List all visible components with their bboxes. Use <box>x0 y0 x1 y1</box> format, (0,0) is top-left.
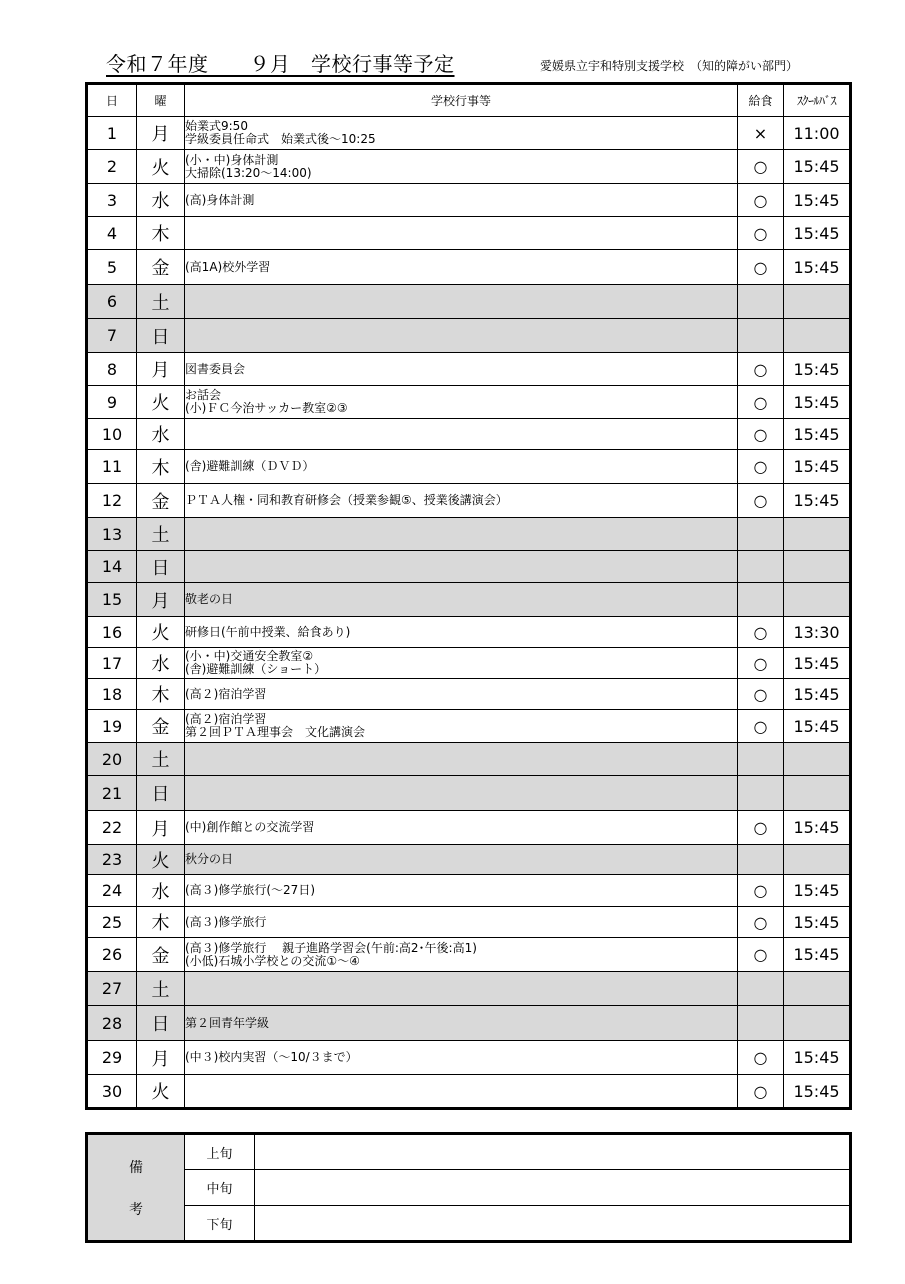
event-cell <box>185 1006 738 1041</box>
lunch-mark: ○ <box>738 875 784 907</box>
lunch-mark: ○ <box>738 150 784 184</box>
bus-time <box>784 776 851 811</box>
bus-time <box>784 319 851 353</box>
weekday: 土 <box>137 518 185 551</box>
lunch-mark: ○ <box>738 353 784 386</box>
lunch-mark <box>738 583 784 617</box>
bus-time: 15:45 <box>784 250 851 285</box>
bus-time: 11:00 <box>784 117 851 150</box>
lunch-mark <box>738 1006 784 1041</box>
day-number: 3 <box>87 184 137 217</box>
col-lunch-header: 給食 <box>738 84 784 117</box>
bus-time <box>784 285 851 319</box>
event-cell <box>185 648 738 679</box>
schedule-row <box>87 1075 851 1109</box>
day-number: 23 <box>87 845 137 875</box>
weekday: 月 <box>137 117 185 150</box>
schedule-row <box>87 743 851 776</box>
schedule-row <box>87 648 851 679</box>
weekday: 土 <box>137 285 185 319</box>
bus-time: 15:45 <box>784 648 851 679</box>
bus-time <box>784 845 851 875</box>
page-title: 令和７年度 ９月 学校行事等予定 <box>106 52 455 76</box>
day-number: 13 <box>87 518 137 551</box>
notes-label <box>87 1134 185 1242</box>
bus-time: 15:45 <box>784 907 851 938</box>
day-number: 18 <box>87 679 137 710</box>
col-events-header: 学校行事等 <box>185 84 738 117</box>
event-cell <box>185 419 738 450</box>
schedule-row <box>87 776 851 811</box>
event-line: 第２回青年学級 <box>185 1015 270 1030</box>
lunch-mark: ○ <box>738 1041 784 1075</box>
event-line: (高３)修学旅行 <box>185 914 267 929</box>
day-number: 7 <box>87 319 137 353</box>
event-line: (高３)修学旅行(～27日) <box>185 883 315 897</box>
schedule-row <box>87 184 851 217</box>
event-cell <box>185 1041 738 1075</box>
lunch-mark: ○ <box>738 1075 784 1109</box>
event-cell <box>185 617 738 648</box>
day-number: 14 <box>87 551 137 583</box>
event-cell <box>185 353 738 386</box>
event-cell <box>185 710 738 743</box>
event-line: (高)身体計測 <box>185 192 255 207</box>
weekday: 金 <box>137 938 185 972</box>
lunch-mark <box>738 319 784 353</box>
event-cell <box>185 875 738 907</box>
event-line: (小・中)交通安全教室② <box>185 649 314 663</box>
schedule-row <box>87 353 851 386</box>
event-line: (小低)石城小学校との交流①～④ <box>185 953 360 968</box>
day-number: 5 <box>87 250 137 285</box>
notes-row-mid <box>87 1170 851 1206</box>
event-cell <box>185 1075 738 1109</box>
day-number: 11 <box>87 450 137 484</box>
schedule-row <box>87 484 851 518</box>
bus-time <box>784 518 851 551</box>
weekday: 火 <box>137 845 185 875</box>
schedule-row <box>87 518 851 551</box>
weekday: 火 <box>137 150 185 184</box>
event-cell <box>185 907 738 938</box>
weekday: 金 <box>137 250 185 285</box>
bus-time: 15:45 <box>784 938 851 972</box>
schedule-row <box>87 679 851 710</box>
col-bus-header: ｽｸｰﾙﾊﾞｽ <box>784 84 851 117</box>
lunch-mark: ○ <box>738 811 784 845</box>
event-cell <box>185 518 738 551</box>
weekday: 日 <box>137 551 185 583</box>
day-number: 1 <box>87 117 137 150</box>
lunch-mark <box>738 972 784 1006</box>
period-late: 下旬 <box>185 1206 255 1242</box>
event-cell <box>185 117 738 150</box>
event-line: (中)創作館との交流学習 <box>185 820 315 834</box>
school-name: 愛媛県立宇和特別支援学校 （知的障がい部門） <box>540 59 799 73</box>
event-line: (高２)宿泊学習 <box>185 686 267 701</box>
weekday: 木 <box>137 907 185 938</box>
bus-time: 15:45 <box>784 1041 851 1075</box>
lunch-mark <box>738 518 784 551</box>
schedule-row <box>87 972 851 1006</box>
weekday: 木 <box>137 679 185 710</box>
lunch-mark: ○ <box>738 217 784 250</box>
lunch-mark: ○ <box>738 419 784 450</box>
day-number: 9 <box>87 386 137 419</box>
period-early: 上旬 <box>185 1134 255 1170</box>
bus-time: 15:45 <box>784 811 851 845</box>
col-weekday-header: 曜 <box>137 84 185 117</box>
event-line: ＰＴＡ人権・同和教育研修会（授業参観⑤、授業後講演会） <box>185 493 508 507</box>
day-number: 20 <box>87 743 137 776</box>
event-cell <box>185 285 738 319</box>
lunch-mark: ○ <box>738 386 784 419</box>
event-cell <box>185 811 738 845</box>
bus-time: 15:45 <box>784 1075 851 1109</box>
schedule-row <box>87 583 851 617</box>
lunch-mark <box>738 845 784 875</box>
lunch-mark <box>738 285 784 319</box>
bus-time <box>784 743 851 776</box>
day-number: 19 <box>87 710 137 743</box>
weekday: 日 <box>137 776 185 811</box>
bus-time <box>784 551 851 583</box>
bus-time: 15:45 <box>784 150 851 184</box>
event-cell <box>185 386 738 419</box>
event-line: (高３)修学旅行 親子進路学習会(午前:高2･午後:高1) <box>185 940 477 955</box>
notes-late-cell <box>255 1206 851 1242</box>
weekday: 金 <box>137 710 185 743</box>
event-line: (舎)避難訓練（ＤＶＤ） <box>185 459 315 473</box>
lunch-mark: ○ <box>738 710 784 743</box>
lunch-mark: × <box>738 117 784 150</box>
weekday: 火 <box>137 386 185 419</box>
event-line: 秋分の日 <box>185 852 234 866</box>
bus-time: 15:45 <box>784 875 851 907</box>
event-cell <box>185 150 738 184</box>
weekday: 土 <box>137 743 185 776</box>
event-cell <box>185 319 738 353</box>
lunch-mark: ○ <box>738 907 784 938</box>
weekday: 金 <box>137 484 185 518</box>
col-day-header: 日 <box>87 84 137 117</box>
notes-mid-cell <box>255 1170 851 1206</box>
day-number: 8 <box>87 353 137 386</box>
schedule-row <box>87 710 851 743</box>
event-cell <box>185 450 738 484</box>
bus-time: 15:45 <box>784 484 851 518</box>
event-line: (高1A)校外学習 <box>185 259 271 274</box>
event-line: (中３)校内実習（～10/３まで） <box>185 1050 358 1064</box>
notes-early-cell <box>255 1134 851 1170</box>
event-line: 図書委員会 <box>185 361 246 376</box>
day-number: 4 <box>87 217 137 250</box>
event-line: 第２回ＰＴＡ理事会 文化講演会 <box>185 725 366 739</box>
lunch-mark: ○ <box>738 648 784 679</box>
event-line: (舎)避難訓練（ショート） <box>185 662 327 676</box>
schedule-row <box>87 875 851 907</box>
schedule-row <box>87 150 851 184</box>
weekday: 火 <box>137 1075 185 1109</box>
bus-time <box>784 1006 851 1041</box>
event-line: 大掃除(13:20～14:00) <box>185 165 312 180</box>
bus-time <box>784 583 851 617</box>
weekday: 月 <box>137 1041 185 1075</box>
event-cell <box>185 743 738 776</box>
notes-row-early <box>87 1134 851 1170</box>
event-cell <box>185 972 738 1006</box>
bus-time: 15:45 <box>784 450 851 484</box>
lunch-mark: ○ <box>738 679 784 710</box>
weekday: 木 <box>137 217 185 250</box>
schedule-row <box>87 419 851 450</box>
schedule-row <box>87 386 851 419</box>
day-number: 2 <box>87 150 137 184</box>
weekday: 水 <box>137 419 185 450</box>
day-number: 24 <box>87 875 137 907</box>
lunch-mark <box>738 743 784 776</box>
notes-label-bottom: 考 <box>129 1201 143 1218</box>
bus-time: 15:45 <box>784 679 851 710</box>
schedule-row <box>87 845 851 875</box>
weekday: 月 <box>137 583 185 617</box>
notes-row-late <box>87 1206 851 1242</box>
event-cell <box>185 776 738 811</box>
period-mid: 中旬 <box>185 1170 255 1206</box>
day-number: 28 <box>87 1006 137 1041</box>
day-number: 25 <box>87 907 137 938</box>
notes-label-top: 備 <box>129 1159 143 1176</box>
header-row <box>87 84 851 117</box>
event-line: (小)ＦＣ今治サッカー教室②③ <box>185 401 348 415</box>
weekday: 日 <box>137 319 185 353</box>
day-number: 30 <box>87 1075 137 1109</box>
schedule-row <box>87 319 851 353</box>
event-cell <box>185 583 738 617</box>
schedule-row <box>87 907 851 938</box>
page-header <box>0 0 905 80</box>
schedule-row <box>87 285 851 319</box>
lunch-mark: ○ <box>738 184 784 217</box>
lunch-mark: ○ <box>738 450 784 484</box>
weekday: 水 <box>137 648 185 679</box>
day-number: 27 <box>87 972 137 1006</box>
event-line: お話会 <box>185 388 222 402</box>
bus-time: 15:45 <box>784 710 851 743</box>
weekday: 木 <box>137 450 185 484</box>
schedule-row <box>87 1006 851 1041</box>
event-cell <box>185 845 738 875</box>
event-line: (高２)宿泊学習 <box>185 712 267 726</box>
weekday: 月 <box>137 811 185 845</box>
day-number: 17 <box>87 648 137 679</box>
weekday: 日 <box>137 1006 185 1041</box>
weekday: 土 <box>137 972 185 1006</box>
event-line: 学級委員任命式 始業式後～10:25 <box>185 132 376 146</box>
day-number: 15 <box>87 583 137 617</box>
event-cell <box>185 551 738 583</box>
schedule-row <box>87 117 851 150</box>
lunch-mark: ○ <box>738 617 784 648</box>
schedule-row <box>87 551 851 583</box>
day-number: 29 <box>87 1041 137 1075</box>
event-line: 敬老の日 <box>185 592 234 606</box>
bus-time: 15:45 <box>784 353 851 386</box>
day-number: 21 <box>87 776 137 811</box>
event-cell <box>185 250 738 285</box>
schedule-row <box>87 617 851 648</box>
schedule-body <box>87 117 851 1109</box>
weekday: 水 <box>137 875 185 907</box>
bus-time: 13:30 <box>784 617 851 648</box>
day-number: 6 <box>87 285 137 319</box>
day-number: 16 <box>87 617 137 648</box>
lunch-mark: ○ <box>738 250 784 285</box>
event-cell <box>185 184 738 217</box>
event-cell <box>185 679 738 710</box>
schedule-row <box>87 250 851 285</box>
schedule-table <box>85 82 852 1110</box>
day-number: 22 <box>87 811 137 845</box>
bus-time: 15:45 <box>784 386 851 419</box>
event-line: (小・中)身体計測 <box>185 152 279 167</box>
bus-time: 15:45 <box>784 184 851 217</box>
lunch-mark <box>738 776 784 811</box>
notes-table <box>85 1132 852 1243</box>
day-number: 12 <box>87 484 137 518</box>
bus-time: 15:45 <box>784 419 851 450</box>
lunch-mark: ○ <box>738 938 784 972</box>
event-cell <box>185 217 738 250</box>
schedule-row <box>87 938 851 972</box>
bus-time: 15:45 <box>784 217 851 250</box>
schedule-row <box>87 1041 851 1075</box>
weekday: 火 <box>137 617 185 648</box>
day-number: 10 <box>87 419 137 450</box>
event-cell <box>185 484 738 518</box>
weekday: 月 <box>137 353 185 386</box>
schedule-row <box>87 217 851 250</box>
day-number: 26 <box>87 938 137 972</box>
lunch-mark <box>738 551 784 583</box>
event-cell <box>185 938 738 972</box>
schedule-row <box>87 811 851 845</box>
event-line: 研修日(午前中授業、給食あり) <box>185 624 351 639</box>
bus-time <box>784 972 851 1006</box>
weekday: 水 <box>137 184 185 217</box>
event-line: 始業式9:50 <box>185 119 248 133</box>
schedule-row <box>87 450 851 484</box>
lunch-mark: ○ <box>738 484 784 518</box>
